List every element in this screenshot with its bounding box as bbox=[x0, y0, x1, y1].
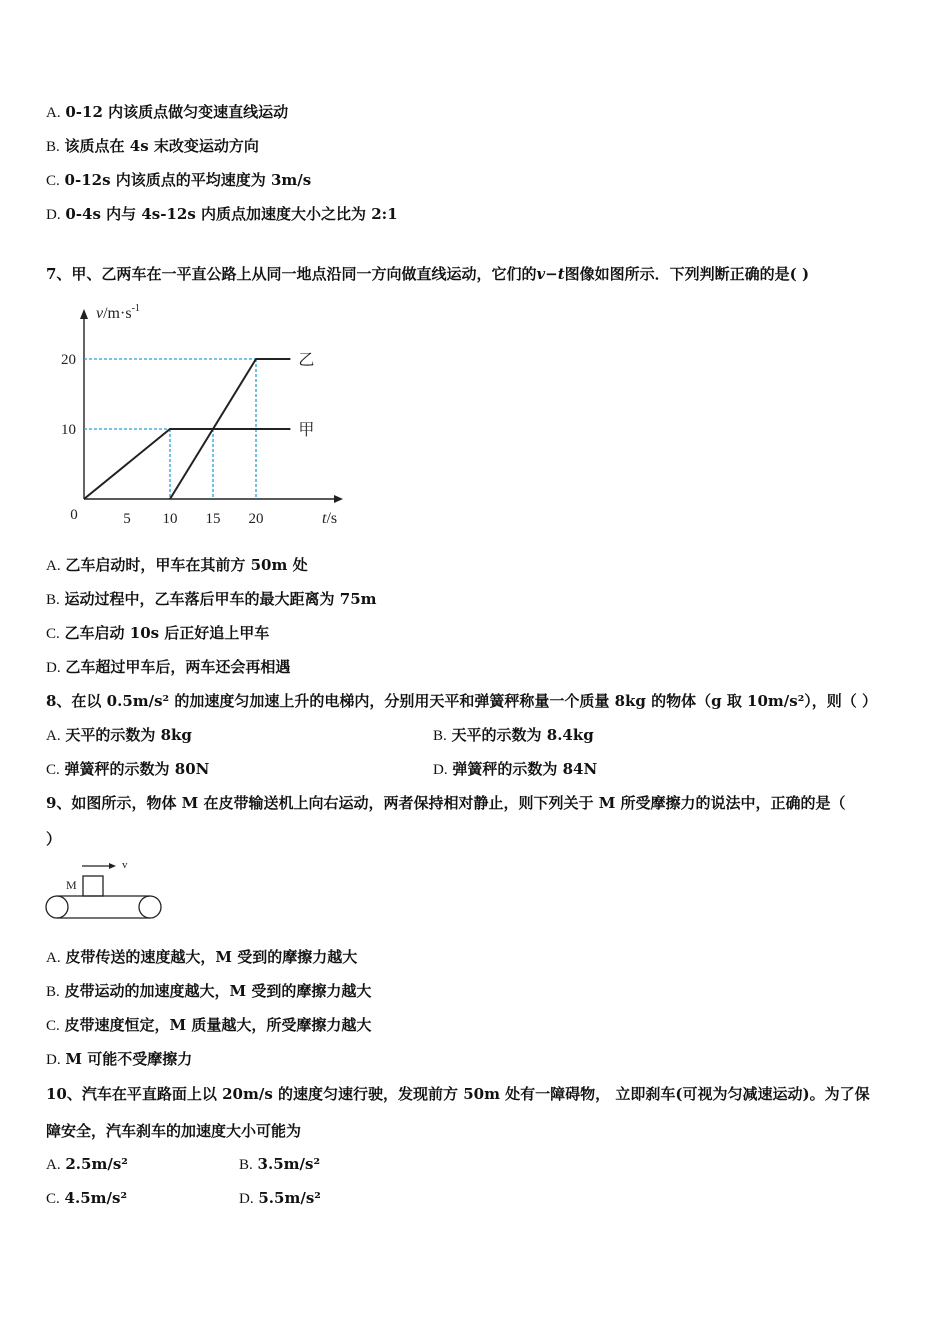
series-line-0 bbox=[84, 429, 290, 499]
vt-chart bbox=[55, 295, 355, 535]
q8-option-b: B. 天平的示数为 8.4kg bbox=[433, 726, 594, 744]
q9-stem-line2: ） bbox=[46, 830, 62, 848]
q10-option-b: B. 3.5m/s² bbox=[239, 1155, 321, 1173]
q9-stem-line1: 9、如图所示，物体 M 在皮带输送机上向右运动，两者保持相对静止，则下列关于 M 所受摩擦力的说法中，正确的是（ bbox=[46, 794, 846, 812]
velocity-label: v bbox=[122, 859, 128, 871]
block-m-label: M bbox=[66, 878, 77, 892]
velocity-arrowhead bbox=[109, 863, 116, 869]
series-label-0: 甲 bbox=[298, 422, 315, 439]
series-label-1: 乙 bbox=[298, 352, 315, 369]
q10-option-c: C. 4.5m/s² bbox=[46, 1189, 128, 1207]
q9-option-a: A. 皮带传送的速度越大，M 受到的摩擦力越大 bbox=[46, 948, 358, 966]
q6-option-b: B. 该质点在 4s 末改变运动方向 bbox=[46, 137, 259, 155]
q10-option-a: A. 2.5m/s² bbox=[46, 1155, 128, 1173]
q8-option-d: D. 弹簧秤的示数为 84N bbox=[433, 760, 598, 778]
x-axis-label: t/s bbox=[322, 510, 338, 527]
y-tick-label-20: 20 bbox=[61, 352, 76, 368]
q9-option-d: D. M 可能不受摩擦力 bbox=[46, 1050, 193, 1068]
x-tick-label-20: 20 bbox=[248, 511, 264, 527]
q8-option-c: C. 弹簧秤的示数为 80N bbox=[46, 760, 210, 778]
conveyor-belt-figure bbox=[40, 855, 170, 925]
q9-option-c: C. 皮带速度恒定，M 质量越大，所受摩擦力越大 bbox=[46, 1016, 372, 1034]
q7-option-b: B. 运动过程中，乙车落后甲车的最大距离为 75m bbox=[46, 590, 377, 608]
q7-option-a: A. 乙车启动时，甲车在其前方 50m 处 bbox=[46, 556, 308, 574]
x-tick-label-15: 15 bbox=[205, 511, 221, 527]
q8-option-a: A. 天平的示数为 8kg bbox=[46, 726, 192, 744]
x-axis-arrow bbox=[334, 495, 343, 503]
q6-option-d: D. 0-4s 内与 4s-12s 内质点加速度大小之比为 2:1 bbox=[46, 205, 398, 223]
y-axis-arrow bbox=[80, 309, 88, 319]
right-pulley bbox=[139, 896, 161, 918]
q7-stem: 7、甲、乙两车在一平直公路上从同一地点沿同一方向做直线运动，它们的v−t图像如图所示．下列判断正确的是( ) bbox=[46, 265, 810, 283]
q6-option-a: A. 0-12 内该质点做匀变速直线运动 bbox=[46, 103, 289, 121]
q7-option-d: D. 乙车超过甲车后，两车还会再相遇 bbox=[46, 658, 291, 676]
q6-option-c: C. 0-12s 内该质点的平均速度为 3m/s bbox=[46, 171, 312, 189]
x-tick-label-10: 10 bbox=[162, 511, 178, 527]
origin-label: 0 bbox=[70, 507, 78, 523]
x-tick-label-5: 5 bbox=[123, 511, 131, 527]
q10-option-d: D. 5.5m/s² bbox=[239, 1189, 321, 1207]
q9-option-b: B. 皮带运动的加速度越大，M 受到的摩擦力越大 bbox=[46, 982, 372, 1000]
block-m bbox=[83, 876, 103, 896]
y-axis-label: $v/m\cdot s^{-1}$ bbox=[96, 303, 140, 322]
q8-stem: 8、在以 0.5m/s² 的加速度匀加速上升的电梯内，分别用天平和弹簧秤称量一个质量 8kg 的物体（g 取 10m/s²），则（ ） bbox=[46, 692, 878, 710]
y-tick-label-10: 10 bbox=[61, 422, 76, 438]
q10-stem-line2: 障安全，汽车刹车的加速度大小可能为 bbox=[46, 1122, 302, 1140]
left-pulley bbox=[46, 896, 68, 918]
q7-option-c: C. 乙车启动 10s 后正好追上甲车 bbox=[46, 624, 270, 642]
q10-stem-line1: 10、汽车在平直路面上以 20m/s 的速度匀速行驶，发现前方 50m 处有一障碍物， 立即刹车(可视为匀减速运动)。为了保 bbox=[46, 1085, 870, 1103]
